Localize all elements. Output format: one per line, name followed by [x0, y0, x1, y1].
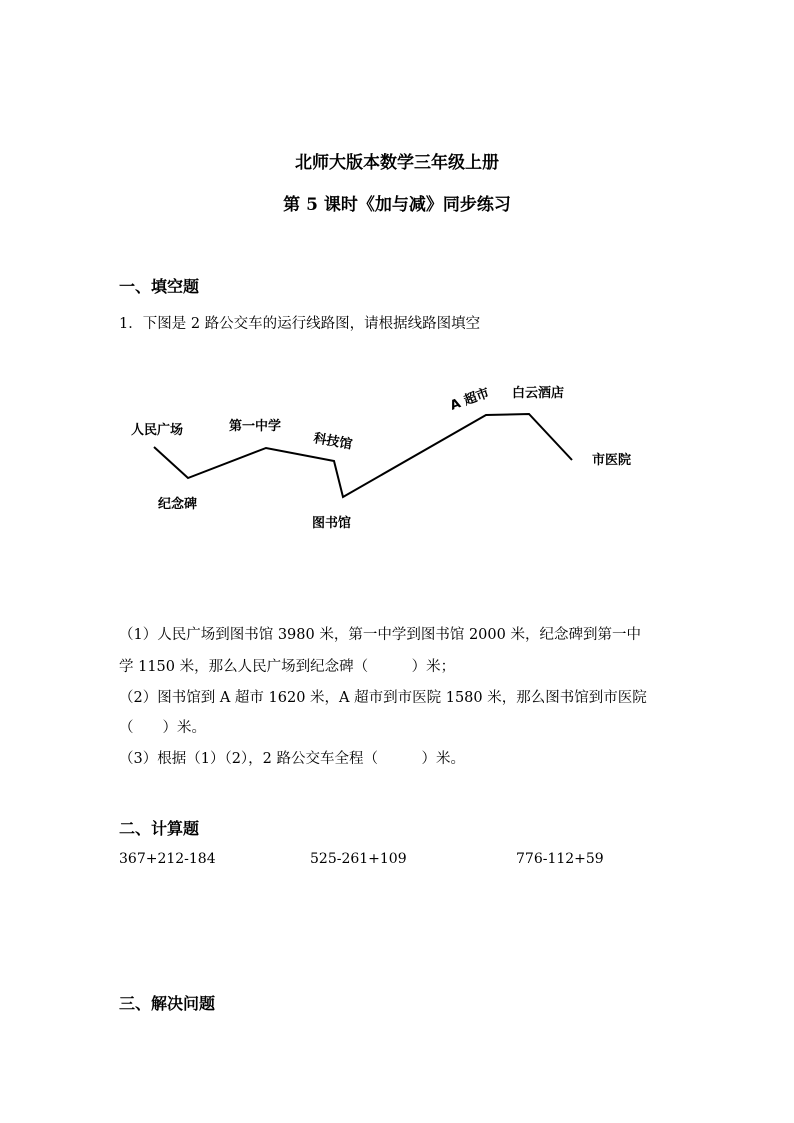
- calc-problem-3: 776-112+59: [516, 851, 604, 867]
- stop-label-renmin-guangchang: 人民广场: [131, 423, 184, 438]
- stop-label-diyi-zhongxue: 第一中学: [229, 419, 282, 434]
- stop-label-a-chaoshi: A 超市: [448, 385, 492, 414]
- question-1-intro: 1．下图是 2 路公交车的运行线路图，请根据线路图填空: [119, 316, 481, 332]
- sub-question-2-line-1: （2）图书馆到 A 超市 1620 米，A 超市到市医院 1580 米，那么图书馆到市医院: [119, 690, 647, 706]
- stop-label-tushu-guan: 图书馆: [312, 516, 352, 531]
- page-title: 北师大版本数学三年级上册: [295, 153, 499, 173]
- stop-label-jinian-bei: 纪念碑: [158, 497, 198, 512]
- stop-label-shi-yiyuan: 市医院: [592, 453, 632, 468]
- sub-question-3: （3）根据（1）（2），2 路公交车全程（ ）米。: [119, 751, 466, 767]
- calc-problem-2: 525-261+109: [310, 851, 407, 867]
- page-subtitle: 第 5 课时《加与减》同步练习: [283, 195, 511, 215]
- sub-question-1-line-1: （1）人民广场到图书馆 3980 米，第一中学到图书馆 2000 米，纪念碑到第一中: [119, 627, 641, 643]
- stop-label-keji-guan: 科技馆: [312, 431, 354, 453]
- stop-label-baiyun-jiudian: 白云酒店: [512, 386, 565, 401]
- section-heading-calculation: 二、计算题: [119, 819, 200, 838]
- sub-question-2-line-2: （ ）米。: [119, 720, 206, 736]
- section-heading-problem-solving: 三、解决问题: [119, 994, 216, 1013]
- calc-problem-1: 367+212-184: [119, 851, 216, 867]
- sub-question-1-line-2: 学 1150 米，那么人民广场到纪念碑（ ）米；: [119, 659, 456, 675]
- section-heading-fill-blank: 一、填空题: [119, 277, 200, 296]
- bus-route-line: [154, 414, 572, 497]
